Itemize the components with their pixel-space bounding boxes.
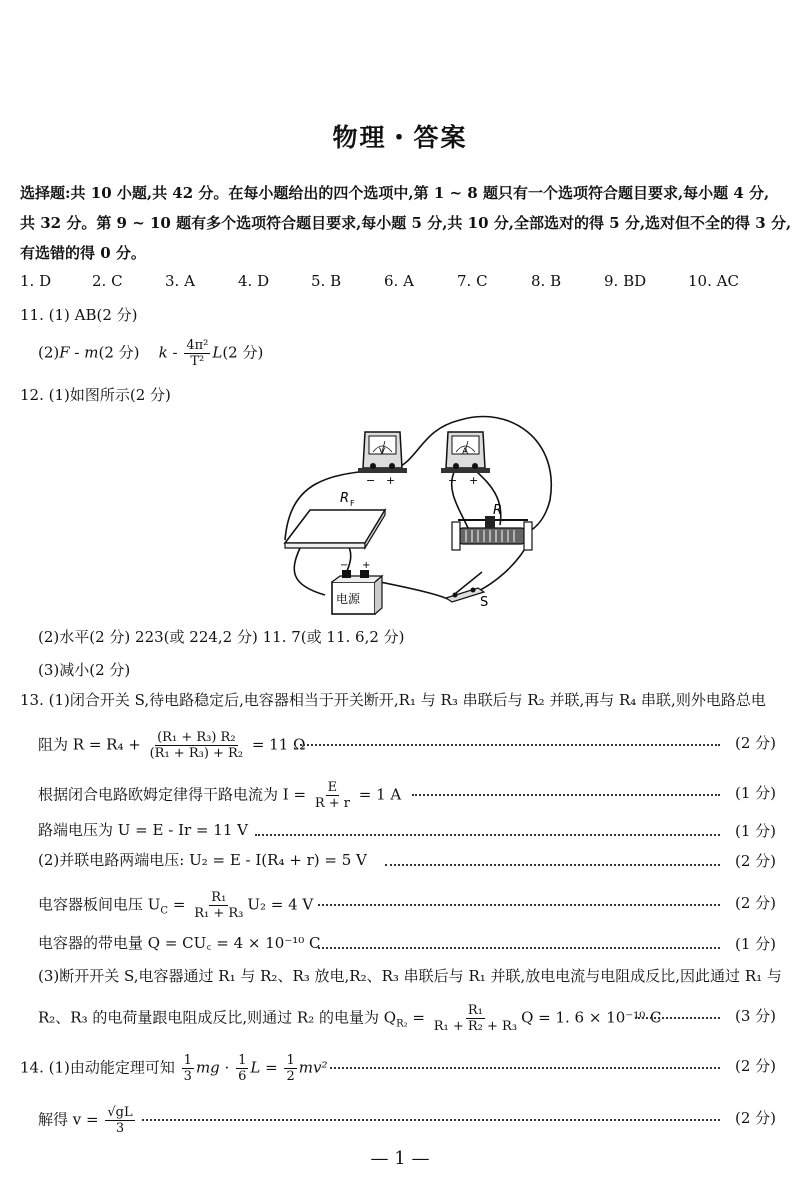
fraction: $\frac{\text{(R₁ + R₃) R₂}}{\text{(R₁ + R₃) + R₂}}$ (149, 730, 244, 761)
circuit-diagram (270, 410, 560, 620)
dot-leader (635, 1017, 720, 1019)
dot-leader (385, 864, 720, 866)
q13-score-5: (2 分) (734, 894, 776, 912)
q13-line-7: 电容器的带电量 Q = CU꜀ = 4 × 10⁻¹⁰ C (38, 934, 321, 952)
answer-2: 2. C (92, 272, 123, 290)
intro-line-1: 选择题:共 10 小题,共 42 分。在每小题给出的四个选项中,第 1 ~ 8 题只有一个选项符合题目要求,每小题 4 分, (20, 184, 770, 202)
rf-label: R (340, 491, 350, 506)
q11-part1: 11. (1) AB(2 分) (20, 306, 138, 324)
q12-part2: (2)水平(2 分) 223(或 224,2 分) 11. 7(或 11. 6,2 分) (38, 628, 405, 646)
answer-1: 1. D (20, 272, 52, 290)
q13-score-1: (2 分) (734, 734, 776, 752)
fraction: $\frac{1}{3}$ (183, 1053, 192, 1084)
dot-leader (142, 1119, 720, 1121)
q14-score-2: (2 分) (734, 1109, 776, 1127)
q14-line-1: 14. (1)由动能定理可知 $\frac{1}{3}$ mg · $\frac{1}{6}$ L = $\frac{1}{2}$ mv² (20, 1053, 328, 1084)
power-plus: + (362, 560, 371, 571)
ammeter-minus: − (448, 474, 458, 487)
q13-score-4: (2 分) (734, 852, 776, 870)
intro-line-3: 有选错的得 0 分。 (20, 244, 146, 262)
page-title: 物理・答案 (332, 123, 468, 152)
q14-score-1: (2 分) (734, 1057, 776, 1075)
answer-7: 7. C (457, 272, 488, 290)
dot-leader (412, 794, 720, 796)
q13-line-6: 电容器板间电压 $U_C$ = $\frac{\text{R₁}}{\text{R₁ + R₃}}$ U₂ = 4 V (38, 890, 314, 921)
voltmeter-label: V (379, 447, 386, 457)
fraction: $\frac{\text{4π²}}{\text{T²}}$ (186, 338, 209, 369)
q13-line-2: 阻为 R = R₄ + $\frac{\text{(R₁ + R₃) R₂}}{\text{(R₁ + R₃) + R₂}}$ = 11 Ω (38, 730, 306, 761)
answer-8: 8. B (531, 272, 562, 290)
voltmeter (358, 432, 407, 487)
rf-sensor-plate (285, 491, 385, 548)
q13-score-2: (1 分) (734, 784, 776, 802)
ammeter (441, 432, 490, 487)
q14-line-2: 解得 v = $\frac{√gL}{3}$ (38, 1105, 133, 1136)
dot-leader (330, 1067, 720, 1069)
fraction: $\frac{√gL}{3}$ (107, 1105, 133, 1136)
answer-4: 4. D (238, 272, 270, 290)
answer-9: 9. BD (604, 272, 647, 290)
q11-part2: (2)F - m(2 分) k - $\frac{\text{4π²}}{\text{T²}}$ L(2 分) (38, 338, 264, 369)
dot-leader (318, 947, 720, 949)
q13-line-8: (3)断开开关 S,电容器通过 R₁ 与 R₂、R₃ 放电,R₂、R₃ 串联后与 R₁ 并联,放电电流与电阻成反比,因此通过 R₁ 与 (38, 967, 782, 985)
page-number: — 1 — (370, 1148, 430, 1169)
power-minus: − (340, 560, 349, 571)
answer-10: 10. AC (688, 272, 739, 290)
ammeter-plus: + (469, 474, 479, 487)
dot-leader (255, 834, 720, 836)
q13-line-3: 根据闭合电路欧姆定律得干路电流为 I = $\frac{E}{R + r}$ = 1 A (38, 780, 402, 811)
dot-leader (318, 904, 720, 906)
q12-part3: (3)减小(2 分) (38, 661, 131, 679)
power-supply (332, 560, 382, 614)
fraction: $\frac{\text{R₁}}{\text{R₁ + R₂ + R₃}}$ (433, 1003, 518, 1034)
q13-score-3: (1 分) (734, 822, 776, 840)
power-label: 电源 (336, 592, 361, 606)
fraction: $\frac{E}{R + r}$ (314, 780, 350, 811)
rheostat (452, 503, 532, 550)
q13-line-1: 13. (1)闭合开关 S,待电路稳定后,电容器相当于开关断开,R₁ 与 R₃ 串联后与 R₂ 并联,再与 R₄ 串联,则外电路总电 (20, 691, 766, 709)
q13-line-5: (2)并联电路两端电压: U₂ = E - I(R₄ + r) = 5 V (38, 851, 367, 869)
switch-label: S (480, 595, 489, 610)
intro-line-2: 共 32 分。第 9 ~ 10 题有多个选项符合题目要求,每小题 5 分,共 10 分,全部选对的得 5 分,选对但不全的得 3 分, (20, 214, 792, 232)
answer-3: 3. A (165, 272, 195, 290)
fraction: $\frac{\text{R₁}}{\text{R₁ + R₃}}$ (194, 890, 244, 921)
rheostat-label: R (493, 503, 503, 518)
voltmeter-minus: − (366, 474, 376, 487)
q13-score-6: (1 分) (734, 935, 776, 953)
answer-6: 6. A (384, 272, 414, 290)
q13-line-4: 路端电压为 U = E - Ir = 11 V (38, 821, 248, 839)
answer-5: 5. B (311, 272, 342, 290)
voltmeter-plus: + (386, 474, 396, 487)
q13-line-9: R₂、R₃ 的电荷量跟电阻成反比,则通过 R₂ 的电量为 $Q_{R_2}$ = $\frac{\text{R₁}}{\text{R₁ + R₂ + R₃}}$ Q = 1. 6 × 10⁻¹⁰ C (38, 1003, 662, 1034)
dot-leader (300, 744, 720, 746)
fraction: $\frac{1}{6}$ (238, 1053, 247, 1084)
q12-part1: 12. (1)如图所示(2 分) (20, 386, 171, 404)
q13-score-7: (3 分) (734, 1007, 776, 1025)
fraction: $\frac{1}{2}$ (286, 1053, 295, 1084)
rf-subscript: F (350, 499, 355, 508)
switch (446, 572, 488, 610)
ammeter-label: A (462, 447, 469, 457)
